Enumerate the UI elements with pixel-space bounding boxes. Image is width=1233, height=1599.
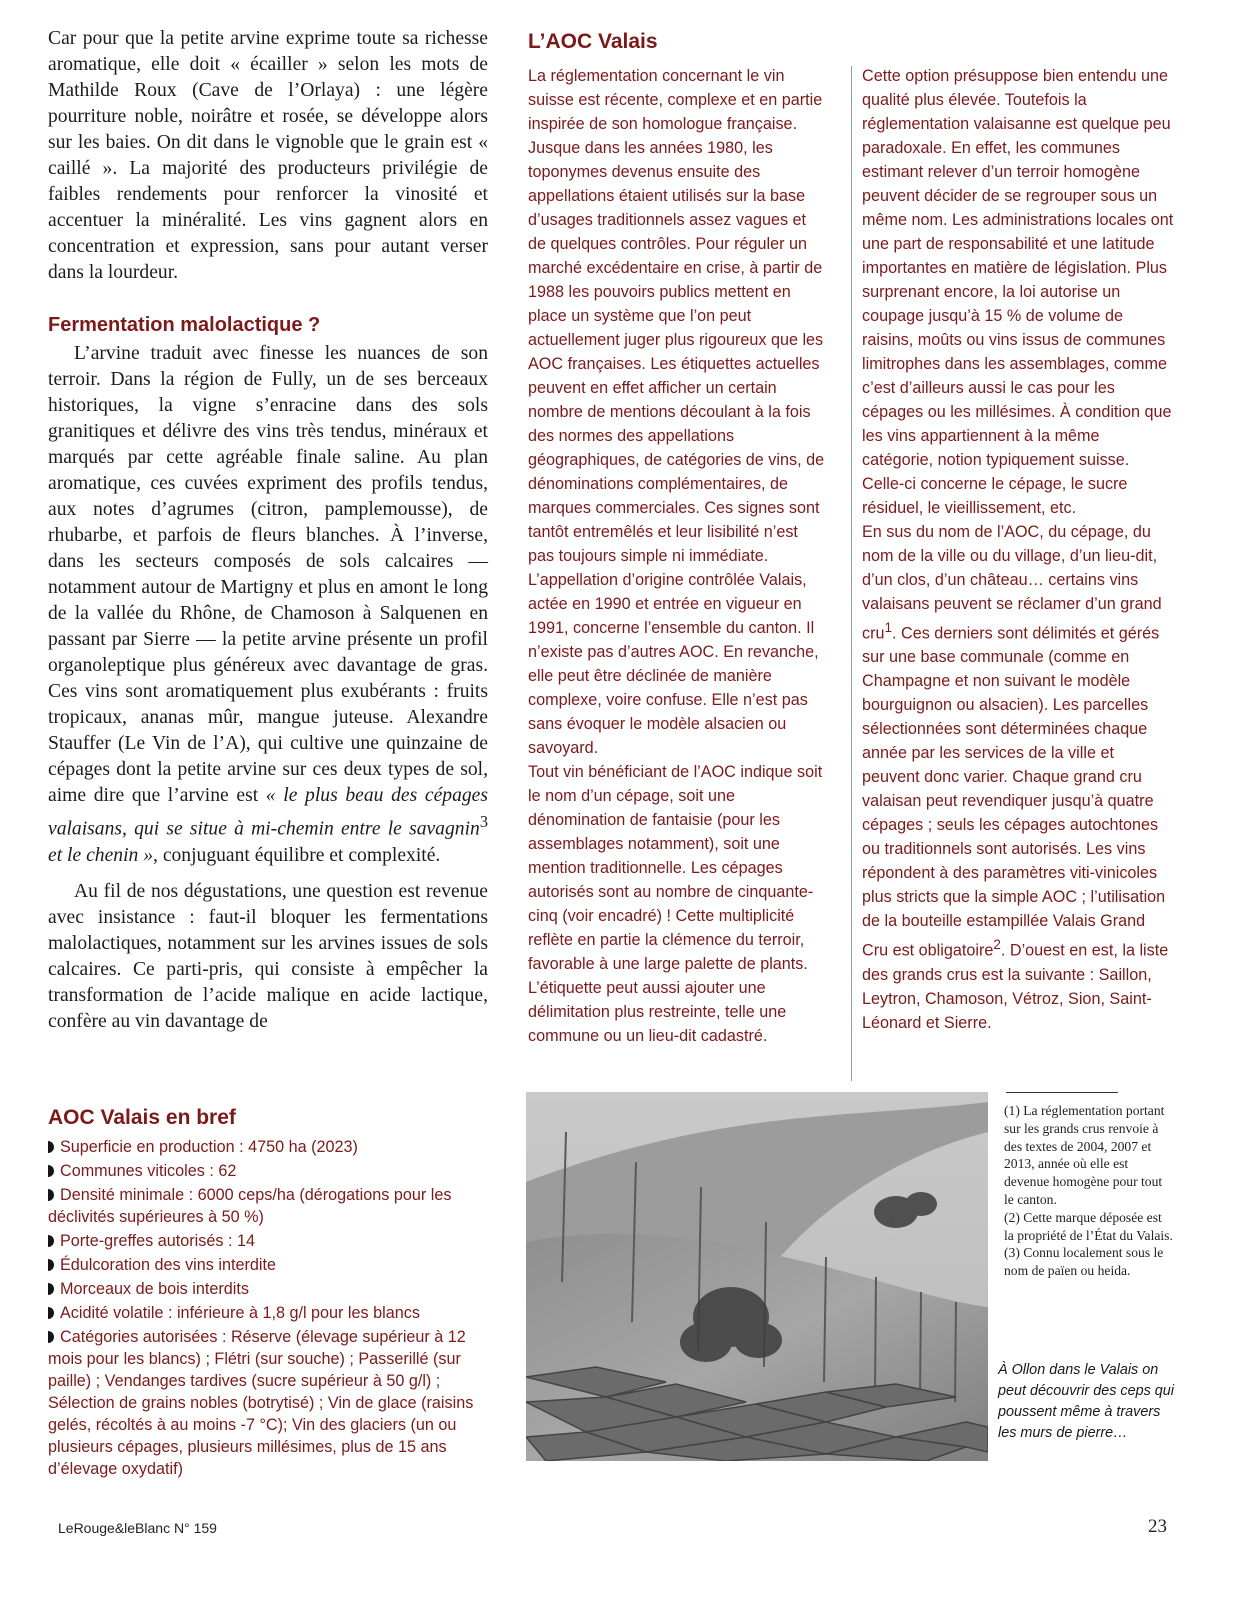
column-divider	[851, 66, 852, 1081]
footnote-ref-3: 3	[479, 812, 488, 831]
list-item-text: Densité minimale : 6000 ceps/ha (dérogations pour les déclivités supérieures à 50 %)	[48, 1186, 452, 1226]
bullet-icon	[48, 1259, 54, 1271]
footnotes	[1004, 1102, 1174, 1280]
grand-cru-text-c: . D’ouest en est, la liste des grands crus est la suivante : Saillon, Leytron, Chamoson, Vétroz, Sion, Saint-Léonard et Sierre.	[862, 941, 1169, 1032]
bullet-icon	[48, 1283, 54, 1295]
list-item	[48, 1326, 488, 1480]
aoc-en-bref-list	[48, 1136, 488, 1482]
bullet-icon	[48, 1165, 54, 1177]
list-item-text: Catégories autorisées : Réserve (élevage supérieur à 12 mois pour les blancs) ; Flétri (sur souche) ; Passerillé (sur paille) ; Vendanges tardives (sucre supérieur à 50 g/l) ; Sélection de grains nobles (botrytisé) ; Vin de glace (raisins gelés, récoltés à au moins -7 °C); Vin des glaciers (un ou plusieurs cépages, plusieurs millésimes, plus de 15 ans d’élevage oxydatif)	[48, 1328, 474, 1478]
paragraph-ecailler: Car pour que la petite arvine exprime toute sa richesse aromatique, elle doit « écailler » selon les mots de Mathilde Roux (Cave de l’Orlaya) : une légère pourriture noble, noirâtre et rosée, se développe alors sur les baies. On dit dans le vignoble que le grain est « caillé ». La majorité des producteurs privilégie de faibles rendements pour renforcer la vinosité et accentuer la minéralité. Les vins gagnent alors en concentration et expression, sans pour autant verser dans la lourdeur.	[48, 28, 488, 283]
footnote-3: (3) Connu localement sous le nom de païen ou heida.	[1004, 1245, 1164, 1279]
bullet-icon	[48, 1235, 54, 1247]
aoc-valais-heading: L’AOC Valais	[528, 30, 658, 53]
paragraph-terroir-end: , conjuguant équilibre et complexité.	[153, 844, 441, 866]
list-item	[48, 1278, 488, 1300]
aoc-column-middle	[528, 64, 828, 1048]
aoc-paragraph-mentions: Tout vin bénéficiant de l’AOC indique soit le nom d’un cépage, soit une dénomination de fantaisie (pour les assemblages notamment), soit une mention traditionnelle. Les cépages autorisés sont au nombre de cinquante-cinq (voir encadré) ! Cette multiplicité reflète en partie la clémence du terroir, favorable à une large palette de plants. L’étiquette peut aussi ajouter une délimitation plus restreinte, telle une commune ou un lieu-dit cadastré.	[528, 763, 823, 1045]
footnote-ref-1: 1	[884, 620, 893, 635]
main-article-column	[48, 26, 488, 1035]
aoc-en-bref-title: AOC Valais en bref	[48, 1106, 236, 1129]
list-item-text: Édulcoration des vins interdite	[60, 1256, 276, 1274]
paragraph-degustations: Au fil de nos dégustations, une question est revenue avec insistance : faut-il bloquer les fermentations malolactiques, notamment sur les arvines issues de sols calcaires. Ce parti-pris, qui consiste à empêcher la transformation de l’acide malique en acide lactique, confère au vin davantage de	[48, 880, 488, 1032]
list-item-text: Porte-greffes autorisés : 14	[60, 1232, 255, 1250]
footnote-2: (2) Cette marque déposée est la propriété de l’État du Valais.	[1004, 1209, 1173, 1243]
magazine-footer: LeRouge&leBlanc N° 159	[58, 1520, 217, 1536]
list-item-text: Morceaux de bois interdits	[60, 1280, 249, 1298]
aoc-column-right	[862, 64, 1174, 1035]
list-item	[48, 1160, 488, 1182]
bullet-icon	[48, 1307, 54, 1319]
list-item-text: Communes viticoles : 62	[60, 1162, 237, 1180]
bullet-icon	[48, 1141, 54, 1153]
section-heading-fermentation: Fermentation malolactique ?	[48, 314, 321, 336]
paragraph-terroir	[48, 341, 488, 869]
grand-cru-text-b: . Ces derniers sont délimités et gérés sur une base communale (comme en Champagne et non suivant le modèle bourguignon ou alsacien). Les parcelles sélectionnées sont déterminées chaque année par les services de la ville et peuvent donc varier. Chaque grand cru valaisan peut revendiquer jusqu’à quatre cépages ; seuls les cépages autochtones ou traditionnels sont autorisés. Les vins répondent à des paramètres viti-vinicoles plus stricts que la simple AOC ; l’utilisation de la bouteille estampillée Valais Grand Cru est obligatoire	[862, 624, 1166, 960]
list-item	[48, 1184, 488, 1228]
quote-stauffer-part2: et le chenin »	[48, 844, 154, 866]
footnote-ref-2: 2	[993, 937, 1001, 953]
grand-cru-text-a: En sus du nom de l’AOC, du cépage, du nom de la ville ou du village, d’un lieu-dit, d’un clos, d’un château… certains vins valaisans peuvent se réclamer d’un grand cru	[862, 523, 1162, 643]
list-item	[48, 1136, 488, 1158]
vineyard-photo	[526, 1092, 988, 1461]
aoc-paragraph-reglementation: La réglementation concernant le vin suisse est récente, complexe et en partie inspirée de son homologue française. Jusque dans les années 1980, les toponymes devenus ensuite des appellations étaient utilisés sur la base d’usages traditionnels assez vagues et de quelques contrôles. Pour réguler un marché excédentaire en crise, à partir de 1988 les pouvoirs publics mettent en place un système que l’on peut actuellement juger plus rigoureux que les AOC françaises. Les étiquettes actuelles peuvent en effet afficher un certain nombre de mentions découlant à la fois des normes des appellations géographiques, de catégories de vins, de dénominations complémentaires, de marques commerciales. Ces signes sont tantôt entremêlés et leur lisibilité n’est pas toujours simple ni immédiate. L’appellation d’origine contrôlée Valais, actée en 1990 et entrée en vigueur en 1991, concerne l’ensemble du canton. Il n’existe pas d’autres AOC. En revanche, elle peut être déclinée de manière complexe, voire confuse. Elle n’est pas sans évoquer le modèle alsacien ou savoyard.	[528, 67, 825, 757]
list-item-text: Superficie en production : 4750 ha (2023)	[60, 1138, 358, 1156]
list-item	[48, 1230, 488, 1252]
list-item	[48, 1254, 488, 1276]
bullet-icon	[48, 1331, 54, 1343]
list-item	[48, 1302, 488, 1324]
footnote-1: (1) La réglementation portant sur les grands crus renvoie à des textes de 2004, 2007 et 2013, année où elle est devenue homogène pour tout le canton.	[1004, 1103, 1165, 1207]
photo-caption: À Ollon dans le Valais on peut découvrir des ceps qui poussent même à travers les murs de pierre…	[998, 1362, 1174, 1441]
list-item-text: Acidité volatile : inférieure à 1,8 g/l pour les blancs	[60, 1304, 420, 1322]
bullet-icon	[48, 1189, 54, 1201]
page-number: 23	[1148, 1516, 1167, 1537]
footnotes-rule	[1006, 1092, 1118, 1093]
aoc-paragraph-grand-cru	[862, 520, 1174, 1035]
quote-stauffer-part1: « le plus beau des cépages valaisans, qui se situe à mi-chemin entre le savagnin	[48, 785, 488, 840]
aoc-paragraph-option: Cette option présuppose bien entendu une qualité plus élevée. Toutefois la réglementation valaisanne est quelque peu paradoxale. En effet, les communes estimant relever d’un terroir homogène peuvent décider de se regrouper sous un même nom. Les administrations locales ont une part de responsabilité et une latitude importantes en matière de législation. Plus surprenant encore, la loi autorise un coupage jusqu’à 15 % de volume de raisins, moûts ou vins issus de communes limitrophes dans les assemblages, comme c’est d’ailleurs aussi le cas pour les cépages ou les millésimes. À condition que les vins appartiennent à la même catégorie, notion typiquement suisse. Celle-ci concerne le cépage, le sucre résiduel, le vieillissement, etc.	[862, 67, 1174, 517]
paragraph-terroir-text: L’arvine traduit avec finesse les nuances de son terroir. Dans la région de Fully, un de ses berceaux historiques, la vigne s’enracine dans des sols granitiques et délivre des vins très tendus, minéraux et marqués par cette agréable finale saline. Au plan aromatique, ces cuvées expriment des profils tendus, aux notes d’agrumes (citron, pamplemousse), de rhubarbe, et parfois de fleurs blanches. À l’inverse, dans les secteurs composés de sols calcaires — notamment autour de Martigny et plus en amont le long de la vallée du Rhône, de Chamoson à Salquenen en passant par Sierre — la petite arvine présente un profil organoleptique plus généreux avec davantage de gras. Ces vins sont aromatiquement plus exubérants : fruits tropicaux, ananas mûr, mangue juteuse. Alexandre Stauffer (Le Vin de l’A), qui cultive une quinzaine de cépages dont la petite arvine sur ces deux types de sol, aime dire que l’arvine est	[48, 343, 488, 806]
